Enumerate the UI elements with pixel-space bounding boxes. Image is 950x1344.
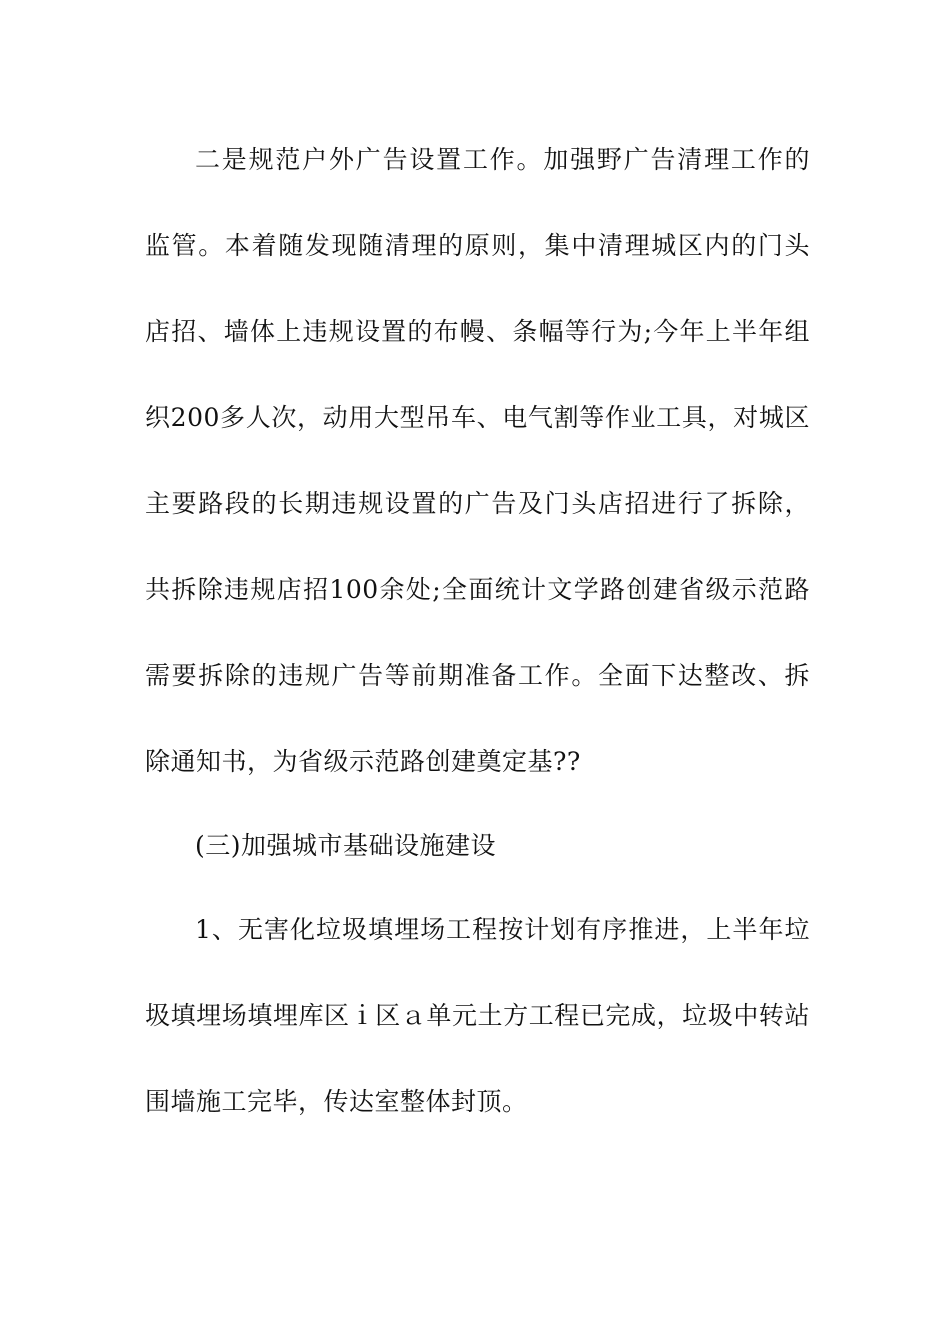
paragraph-1-line-2: 监管。本着随发现随清理的原则，集中清理城区内的门头 xyxy=(145,231,810,260)
paragraph-1-line-8: 除通知书，为省级示范路创建奠定基?? xyxy=(145,747,581,776)
section-heading: (三)加强城市基础设施建设 xyxy=(195,831,497,860)
paragraph-1-line-7: 需要拆除的违规广告等前期准备工作。全面下达整改、拆 xyxy=(145,661,810,690)
paragraph-1-line-5: 主要路段的长期违规设置的广告及门头店招进行了拆除， xyxy=(145,489,810,518)
paragraph-3-line-1: 1、无害化垃圾填埋场工程按计划有序推进，上半年垃 xyxy=(195,915,810,944)
paragraph-1-line-4: 织200多人次，动用大型吊车、电气割等作业工具，对城区 xyxy=(145,403,810,432)
paragraph-1-line-6: 共拆除违规店招100余处;全面统计文学路创建省级示范路 xyxy=(145,575,810,604)
paragraph-3-line-2: 圾填埋场填埋库区ｉ区ａ单元土方工程已完成，垃圾中转站 xyxy=(145,1001,810,1030)
paragraph-1-line-3: 店招、墙体上违规设置的布幔、条幅等行为;今年上半年组 xyxy=(145,317,810,346)
paragraph-1-line-1: 二是规范户外广告设置工作。加强野广告清理工作的 xyxy=(195,145,810,174)
paragraph-3-line-3: 围墙施工完毕，传达室整体封顶。 xyxy=(145,1087,528,1116)
